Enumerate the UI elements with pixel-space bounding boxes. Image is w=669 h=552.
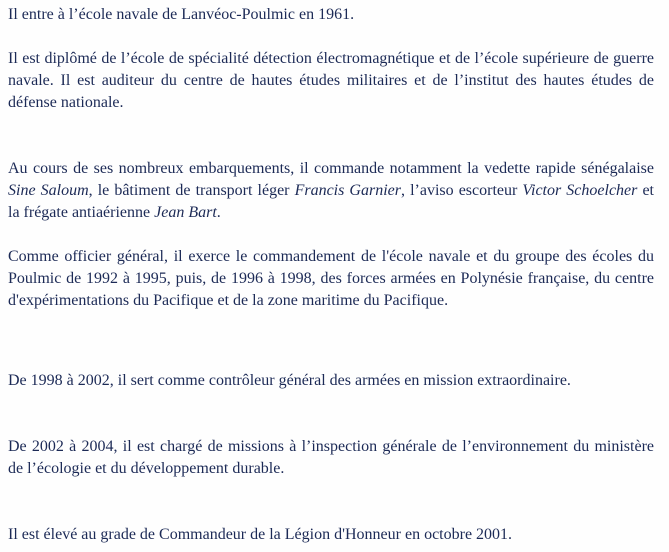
commands-text-2: , le bâtiment de transport léger <box>88 182 295 199</box>
paragraph-controller-general: De 1998 à 2002, il sert comme contrôleur général des armées en mission extraordinaire. <box>8 372 571 389</box>
ship-name-jean-bart: Jean Bart <box>154 204 217 221</box>
ship-name-francis-garnier: Francis Garnier <box>294 182 401 199</box>
paragraph-naval-school-entry: Il entre à l’école navale de Lanvéoc-Poulmic en 1961. <box>8 6 355 23</box>
paragraph-inspection-missions: De 2002 à 2004, il est chargé de missions à l’inspection générale de l’environnement du ministère de l’écologie et du développement durable. <box>8 438 654 477</box>
commands-text-1: Au cours de ses nombreux embarquements, il commande notamment la vedette rapide sénégalaise <box>8 160 654 177</box>
paragraph-commands <box>8 158 654 224</box>
paragraph-legion-honneur: Il est élevé au grade de Commandeur de la Légion d'Honneur en octobre 2001. <box>8 526 513 543</box>
commands-text-5: . <box>216 204 221 221</box>
paragraph-diplomas: Il est diplômé de l’école de spécialité détection électromagnétique et de l’école supérieure de guerre navale. Il est auditeur du centre de hautes études militaires et de l’institut des hautes études de défense nationale. <box>8 50 654 111</box>
paragraph-general-officer: Comme officier général, il exerce le commandement de l'école navale et du groupe des écoles du Poulmic de 1992 à 1995, puis, de 1996 à 1998, des forces armées en Polynésie française, du centre d'expérimentations du Pacifique et de la zone maritime du Pacifique. <box>8 248 654 309</box>
ship-name-sine-saloum: Sine Saloum <box>8 182 89 199</box>
commands-text-3: , l’aviso escorteur <box>400 182 523 199</box>
commands-text-4: et la frégate antiaérienne <box>8 182 654 221</box>
ship-name-victor-schoelcher: Victor Schoelcher <box>522 182 638 199</box>
